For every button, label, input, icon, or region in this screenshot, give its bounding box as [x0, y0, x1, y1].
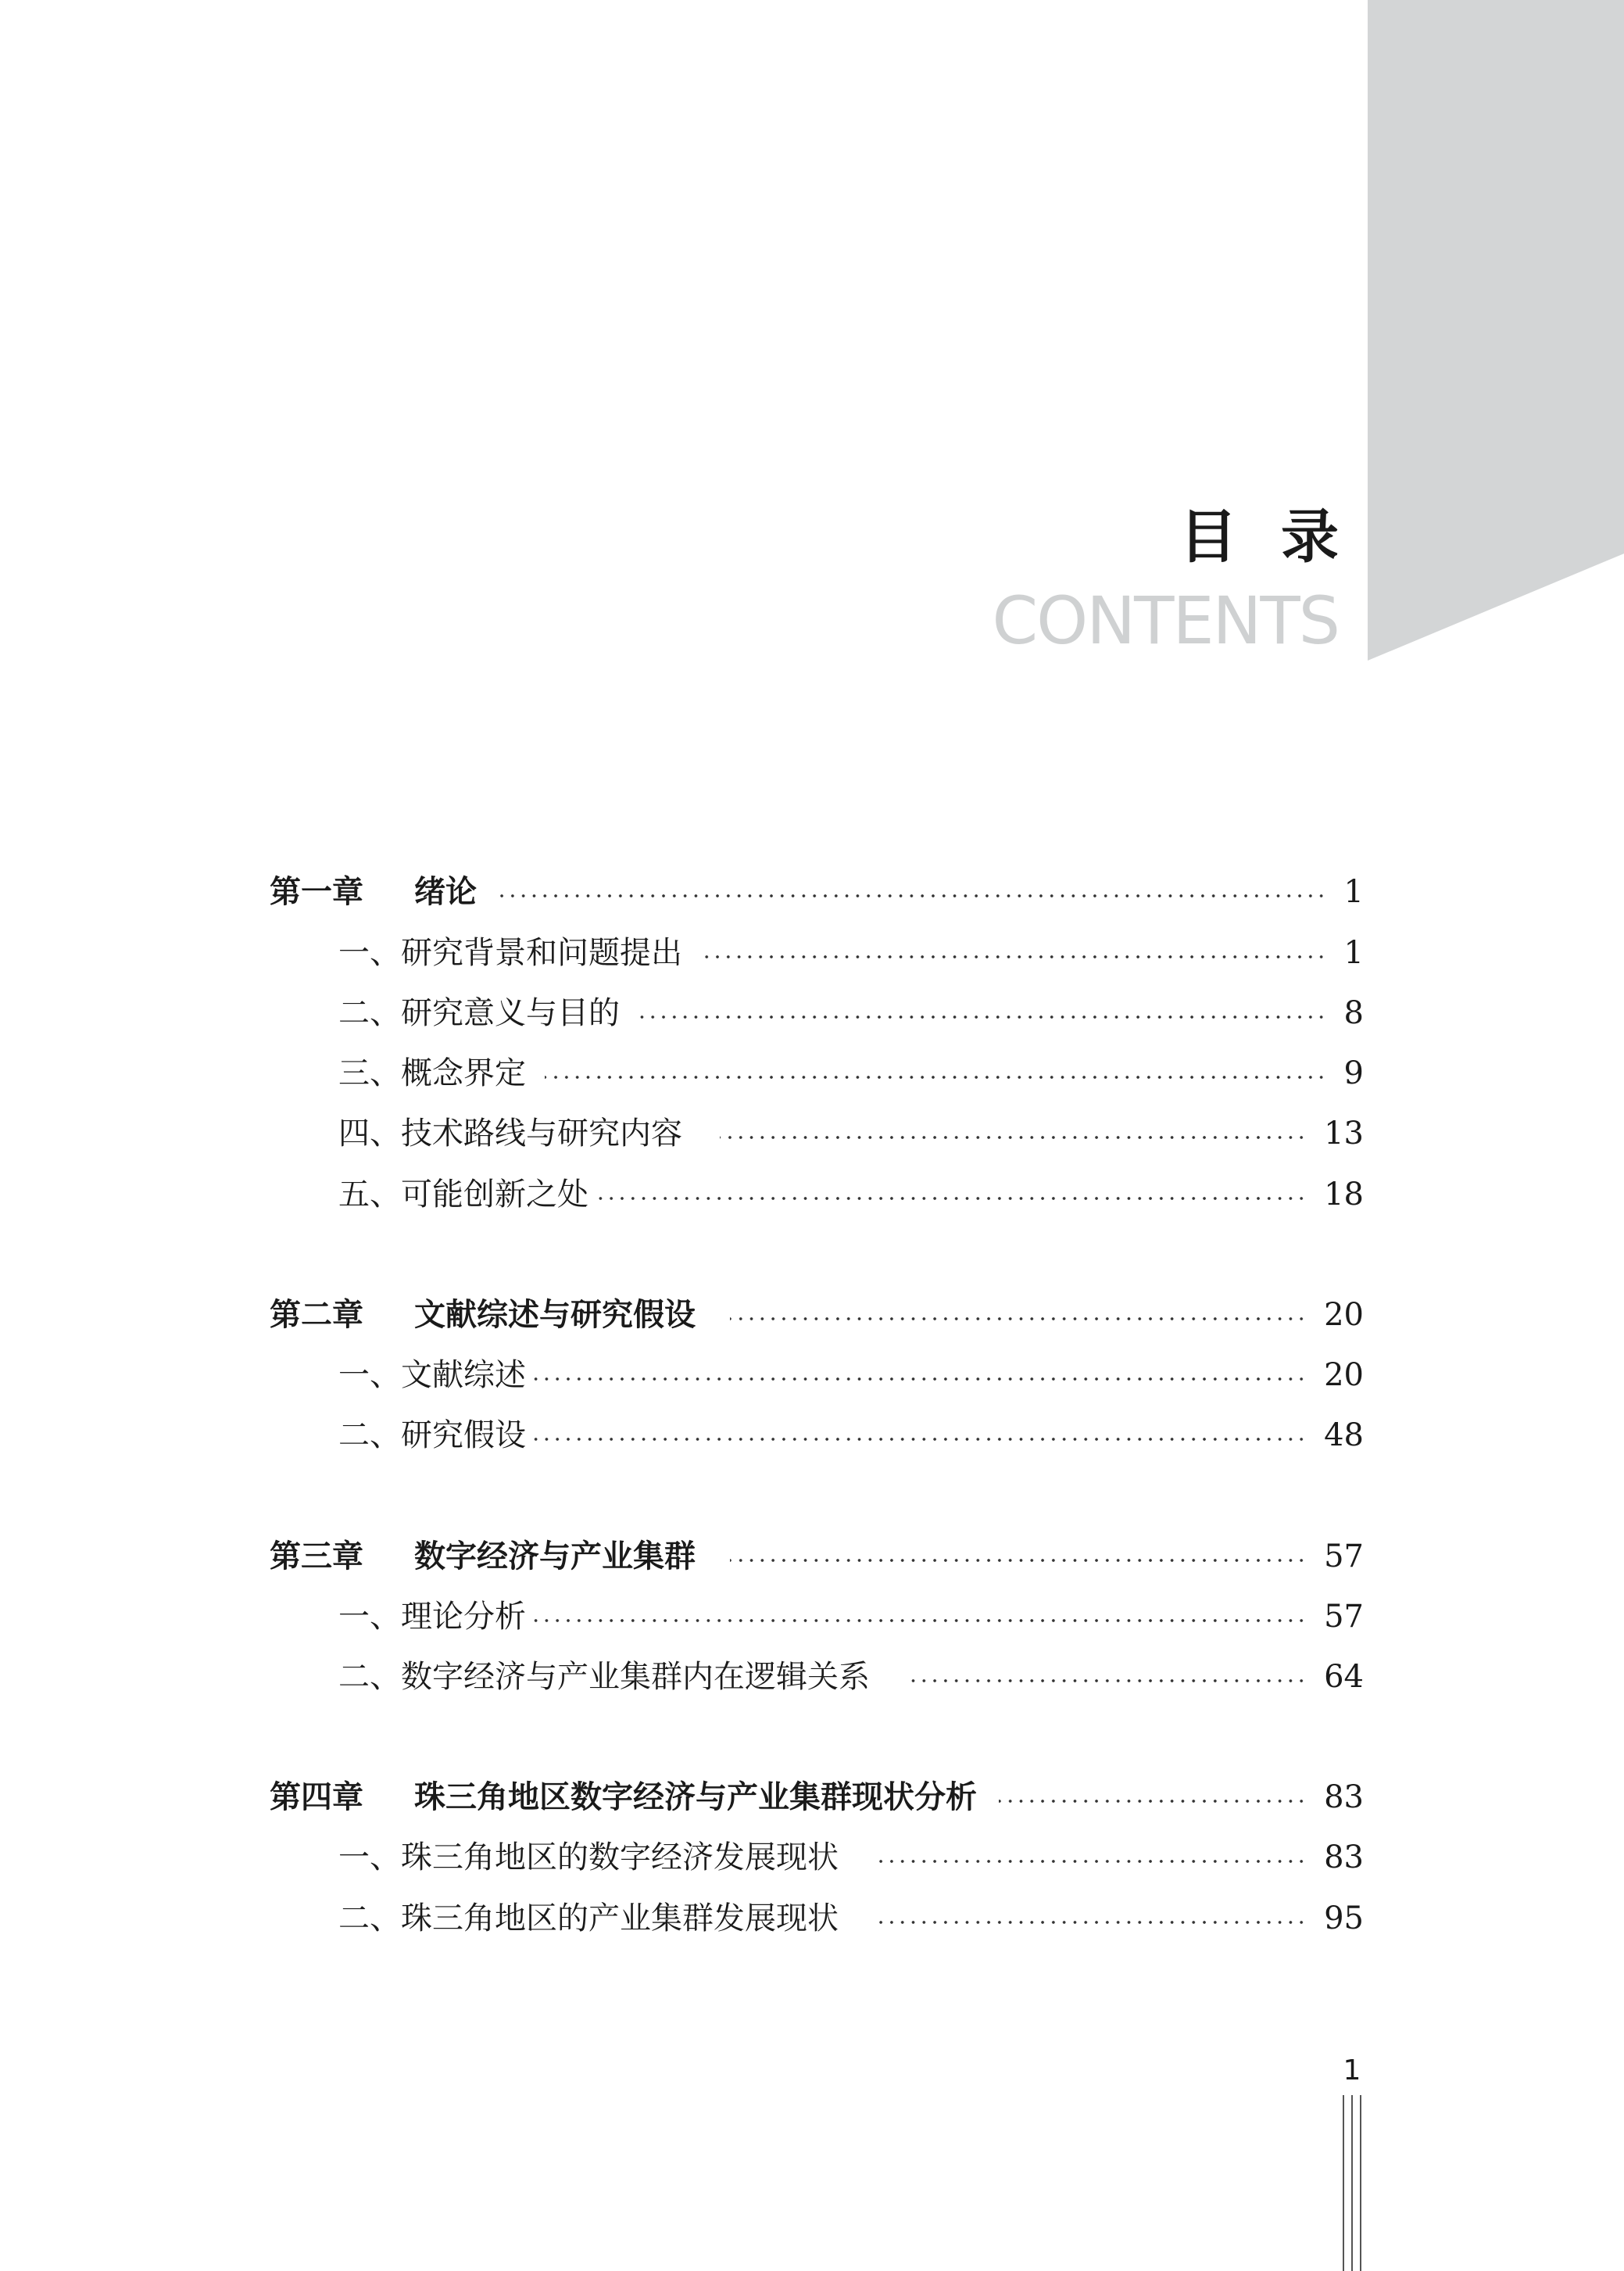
dot-leader	[592, 1194, 1307, 1203]
page-number: 83	[1324, 1779, 1364, 1815]
folio-rule	[1343, 2095, 1344, 2271]
dot-leader	[999, 1796, 1307, 1806]
dot-leader	[873, 1918, 1307, 1927]
toc-section[interactable]	[338, 1050, 1364, 1097]
toc-chapter-3[interactable]	[270, 1533, 1364, 1580]
dot-leader	[529, 1374, 1307, 1384]
toc-section[interactable]	[338, 1110, 1364, 1157]
dot-leader	[499, 891, 1327, 901]
section-title: 二、研究意义与目的	[338, 995, 620, 1031]
section-title: 二、研究假设	[338, 1417, 526, 1453]
toc-section[interactable]	[338, 1834, 1364, 1881]
dot-leader	[907, 1676, 1307, 1685]
toc-section[interactable]	[338, 1593, 1364, 1640]
chapter-number: 第一章	[270, 874, 363, 910]
page-title: 目录	[1179, 503, 1383, 571]
chapter-title: 珠三角地区数字经济与产业集群现状分析	[414, 1779, 977, 1815]
toc-section[interactable]	[338, 1171, 1364, 1218]
toc-section[interactable]	[338, 1352, 1364, 1399]
page-number: 1	[1343, 935, 1364, 971]
dot-leader	[730, 1314, 1307, 1324]
page-number: 20	[1324, 1297, 1364, 1333]
page-number: 20	[1324, 1357, 1364, 1393]
chapter-number: 第二章	[270, 1297, 363, 1333]
section-title: 一、理论分析	[338, 1599, 526, 1635]
page-number: 13	[1324, 1116, 1364, 1152]
page-number: 57	[1324, 1538, 1364, 1574]
folio-rule	[1360, 2095, 1361, 2271]
toc-section[interactable]	[338, 1653, 1364, 1700]
toc-section[interactable]	[338, 1895, 1364, 1942]
section-title: 一、珠三角地区的数字经济发展现状	[338, 1839, 839, 1875]
section-title: 五、可能创新之处	[338, 1177, 588, 1213]
section-title: 三、概念界定	[338, 1055, 526, 1091]
toc-chapter-2[interactable]	[270, 1291, 1364, 1338]
chapter-number: 第三章	[270, 1538, 363, 1574]
page-number: 9	[1343, 1055, 1364, 1091]
dot-leader	[545, 1073, 1327, 1082]
corner-tab-decoration	[1368, 0, 1624, 661]
page-number: 8	[1343, 995, 1364, 1031]
page-number: 18	[1324, 1177, 1364, 1213]
page-number: 48	[1324, 1417, 1364, 1453]
section-title: 一、研究背景和问题提出	[338, 935, 682, 971]
dot-leader	[730, 1556, 1307, 1565]
page-number: 83	[1324, 1839, 1364, 1875]
chapter-title: 绪论	[414, 874, 477, 910]
page-number: 1	[1343, 874, 1364, 910]
page-number: 64	[1324, 1659, 1364, 1695]
dot-leader	[701, 952, 1327, 962]
dot-leader	[720, 1133, 1307, 1142]
chapter-title: 文献综述与研究假设	[414, 1297, 696, 1333]
section-title: 二、珠三角地区的产业集群发展现状	[338, 1900, 839, 1936]
toc-chapter-4[interactable]	[270, 1774, 1364, 1821]
page-subtitle: CONTENTS	[992, 582, 1339, 659]
section-title: 二、数字经济与产业集群内在逻辑关系	[338, 1659, 870, 1695]
toc-section[interactable]	[338, 990, 1364, 1037]
chapter-title: 数字经济与产业集群	[414, 1538, 696, 1574]
folio-rule	[1351, 2095, 1353, 2271]
dot-leader	[873, 1857, 1307, 1866]
page-number: 95	[1324, 1900, 1364, 1936]
toc-section[interactable]	[338, 930, 1364, 976]
toc-chapter-1[interactable]	[270, 869, 1364, 915]
folio-page-number: 1	[1343, 2054, 1361, 2087]
page-number: 57	[1324, 1599, 1364, 1635]
chapter-number: 第四章	[270, 1779, 363, 1815]
toc-section[interactable]	[338, 1412, 1364, 1459]
folio-rule-lines	[1343, 2095, 1361, 2271]
dot-leader	[529, 1435, 1307, 1444]
dot-leader	[639, 1012, 1327, 1022]
section-title: 一、文献综述	[338, 1357, 526, 1393]
section-title: 四、技术路线与研究内容	[338, 1116, 682, 1152]
dot-leader	[529, 1616, 1307, 1625]
